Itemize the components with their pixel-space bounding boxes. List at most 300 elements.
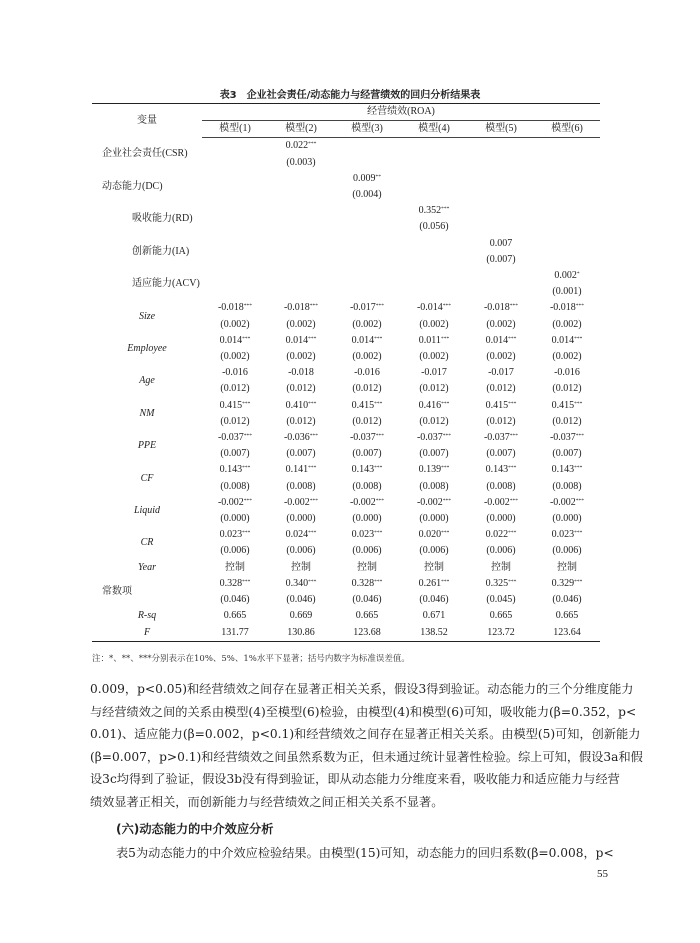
- coef-cell: [534, 560, 600, 576]
- coef-cell: [534, 365, 600, 381]
- se-cell: (0.002): [419, 351, 449, 363]
- coef-value: 0.022: [285, 140, 309, 152]
- significance-stars: ***: [508, 530, 517, 537]
- coef-cell: [268, 138, 334, 155]
- se-cell: (0.002): [220, 318, 250, 330]
- coef-cell: [268, 560, 334, 576]
- se-cell: (0.046): [352, 594, 382, 606]
- coef-cell: [268, 527, 334, 543]
- coef-cell: [202, 462, 268, 478]
- coef-cell: [400, 333, 468, 349]
- se-cell: (0.012): [352, 383, 382, 395]
- row-label: NM: [139, 407, 155, 419]
- significance-stars: ***: [309, 497, 319, 504]
- coef-cell: [268, 365, 334, 381]
- coef-cell: [334, 495, 400, 511]
- table-row: [92, 398, 600, 414]
- coef-cell: [400, 608, 468, 624]
- header-model: 模型(5): [468, 121, 534, 138]
- significance-stars: ***: [441, 400, 450, 407]
- coef-value: 0.665: [489, 610, 513, 622]
- coef-value: 0.329: [551, 577, 575, 589]
- significance-stars: ***: [375, 497, 385, 504]
- row-label: 动态能力(DC): [102, 180, 163, 192]
- coef-cell: [268, 333, 334, 349]
- coef-cell: [334, 560, 400, 576]
- se-cell: (0.002): [286, 351, 316, 363]
- se-cell: (0.007): [419, 448, 449, 460]
- coef-value: 0.002: [554, 270, 577, 282]
- se-cell: [202, 187, 268, 203]
- se-cell: [534, 155, 600, 171]
- se-cell: (0.007): [486, 448, 516, 460]
- paragraph-line: 0.01)、适应能力(β=0.002，p<0.1)和经营绩效之间存在显著正相关关系。由模型(5)可知，创新能力: [90, 727, 641, 741]
- coef-cell: [468, 495, 534, 511]
- se-cell: (0.012): [419, 415, 449, 427]
- header-model: 模型(3): [334, 121, 400, 138]
- significance-stars: ***: [308, 530, 317, 537]
- coef-value: 123.68: [353, 626, 381, 638]
- se-cell: [334, 155, 400, 171]
- se-cell: (0.002): [486, 351, 516, 363]
- significance-stars: ***: [243, 497, 253, 504]
- coef-cell: [268, 203, 334, 219]
- section-heading: (六)动态能力的中介效应分析: [116, 822, 274, 836]
- row-label: F: [92, 625, 202, 642]
- coef-cell: [268, 576, 334, 592]
- significance-stars: ***: [442, 497, 452, 504]
- coef-value: -0.036: [283, 432, 310, 444]
- se-cell: [400, 155, 468, 171]
- table-row: [92, 576, 600, 592]
- table-row: [92, 300, 600, 316]
- coef-cell: [534, 625, 600, 642]
- row-label: Age: [139, 375, 155, 387]
- se-cell: [400, 252, 468, 268]
- se-cell: [400, 187, 468, 203]
- table-row: [92, 560, 600, 576]
- table-row: [92, 625, 600, 642]
- coef-value: 0.141: [285, 464, 309, 476]
- coef-cell: [202, 268, 268, 284]
- coef-value: 0.022: [485, 529, 509, 541]
- coef-cell: [334, 625, 400, 642]
- coef-cell: [534, 495, 600, 511]
- coef-value: 控制: [557, 561, 577, 573]
- se-cell: [202, 219, 268, 235]
- coef-cell: [202, 495, 268, 511]
- paragraph-line: 与经营绩效之间的关系由模型(4)至模型(6)检验，由模型(4)和模型(6)可知，吸收能力(β=0.352，p<: [90, 704, 637, 719]
- se-cell: (0.046): [552, 594, 582, 606]
- significance-stars: ***: [308, 141, 317, 148]
- se-cell: [468, 219, 534, 235]
- se-cell: (0.008): [352, 480, 382, 492]
- coef-cell: [202, 398, 268, 414]
- coef-value: -0.002: [217, 496, 244, 508]
- coef-value: 0.011: [418, 334, 441, 346]
- coef-cell: [268, 495, 334, 511]
- coef-value: 控制: [291, 561, 311, 573]
- significance-stars: ***: [374, 465, 383, 472]
- coef-value: 131.77: [221, 626, 249, 638]
- coef-value: 0.014: [285, 334, 309, 346]
- coef-value: -0.017: [349, 302, 376, 314]
- table-number: 表3: [219, 90, 237, 101]
- coef-value: -0.037: [416, 432, 443, 444]
- coef-cell: [268, 625, 334, 642]
- se-cell: [534, 252, 600, 268]
- coef-value: 0.020: [418, 529, 442, 541]
- se-cell: (0.012): [220, 383, 250, 395]
- se-cell: [268, 252, 334, 268]
- coef-cell: [202, 430, 268, 446]
- coef-cell: [468, 268, 534, 284]
- se-cell: [468, 187, 534, 203]
- coef-value: 0.415: [485, 399, 509, 411]
- coef-cell: [202, 300, 268, 316]
- coef-value: 0.415: [551, 399, 575, 411]
- coef-cell: [534, 333, 600, 349]
- se-cell: (0.046): [286, 594, 316, 606]
- coef-cell: [202, 365, 268, 381]
- se-cell: [268, 284, 334, 300]
- coef-value: -0.002: [483, 496, 510, 508]
- header-model: 模型(2): [268, 121, 334, 138]
- coef-cell: [534, 236, 600, 252]
- coef-value: -0.002: [349, 496, 376, 508]
- coef-value: -0.037: [483, 432, 510, 444]
- coef-cell: [334, 430, 400, 446]
- se-cell: (0.002): [419, 318, 449, 330]
- coef-cell: [534, 527, 600, 543]
- coef-value: -0.002: [416, 496, 443, 508]
- coef-value: 控制: [491, 561, 511, 573]
- row-label: PPE: [137, 440, 157, 452]
- significance-stars: ***: [308, 578, 317, 585]
- table-row: [92, 527, 600, 543]
- row-label: Size: [138, 310, 156, 322]
- row-label: Year: [138, 561, 156, 573]
- coef-cell: [468, 576, 534, 592]
- se-cell: (0.002): [486, 318, 516, 330]
- significance-stars: ***: [242, 400, 251, 407]
- coef-value: -0.016: [554, 367, 580, 379]
- coef-cell: [468, 398, 534, 414]
- coef-value: 0.325: [485, 577, 509, 589]
- row-label: CR: [140, 537, 154, 549]
- coef-cell: [534, 203, 600, 219]
- se-cell: (0.006): [220, 545, 250, 557]
- se-cell: (0.000): [352, 513, 382, 525]
- coef-cell: [468, 333, 534, 349]
- coef-value: 0.023: [551, 529, 575, 541]
- coef-value: 0.143: [485, 464, 509, 476]
- se-cell: (0.008): [486, 480, 516, 492]
- coef-cell: [534, 430, 600, 446]
- coef-cell: [268, 462, 334, 478]
- significance-stars: ***: [574, 530, 583, 537]
- se-cell: (0.012): [220, 415, 250, 427]
- significance-stars: ***: [441, 206, 450, 213]
- se-cell: [534, 187, 600, 203]
- significance-stars: ***: [509, 497, 519, 504]
- coef-value: -0.018: [283, 302, 310, 314]
- significance-stars: ***: [574, 400, 583, 407]
- significance-stars: ***: [575, 433, 585, 440]
- paragraph-line: 表5为动态能力的中介效应检验结果。由模型(15)可知，动态能力的回归系数(β=0.008，p<: [116, 846, 614, 860]
- coef-cell: [400, 268, 468, 284]
- coef-cell: [268, 430, 334, 446]
- se-cell: (0.012): [286, 415, 316, 427]
- coef-value: -0.018: [288, 367, 314, 379]
- coef-cell: [400, 236, 468, 252]
- coef-cell: [202, 138, 268, 155]
- coef-cell: [400, 560, 468, 576]
- coef-cell: [534, 300, 600, 316]
- coef-cell: [400, 300, 468, 316]
- coef-value: -0.037: [549, 432, 576, 444]
- significance-stars: ***: [509, 433, 519, 440]
- coef-value: 0.328: [351, 577, 375, 589]
- se-cell: (0.008): [552, 480, 582, 492]
- coef-cell: [334, 300, 400, 316]
- se-cell: (0.045): [486, 594, 516, 606]
- significance-stars: ***: [509, 303, 519, 310]
- se-cell: (0.056): [419, 221, 449, 233]
- coef-cell: [534, 398, 600, 414]
- coef-cell: [534, 138, 600, 155]
- coef-cell: [202, 333, 268, 349]
- coef-value: -0.018: [483, 302, 510, 314]
- coef-value: -0.017: [488, 367, 514, 379]
- table-row: [92, 430, 600, 446]
- coef-cell: [468, 625, 534, 642]
- se-cell: (0.012): [419, 383, 449, 395]
- se-cell: (0.007): [286, 448, 316, 460]
- se-cell: (0.046): [419, 594, 449, 606]
- coef-value: 0.143: [351, 464, 375, 476]
- row-label: Liquid: [133, 504, 161, 516]
- se-cell: [268, 187, 334, 203]
- table-row: [92, 171, 600, 187]
- significance-stars: ***: [441, 578, 450, 585]
- coef-cell: [534, 171, 600, 187]
- coef-value: 控制: [225, 561, 245, 573]
- coef-cell: [334, 171, 400, 187]
- coef-value: 0.340: [285, 577, 309, 589]
- significance-stars: ***: [308, 335, 317, 342]
- coef-cell: [202, 236, 268, 252]
- coef-cell: [202, 625, 268, 642]
- coef-cell: [400, 576, 468, 592]
- paragraph-line: 0.009，p<0.05)和经营绩效之间存在显著正相关关系，假设3得到验证。动态能力的三个分维度能力: [90, 682, 634, 696]
- coef-cell: [400, 495, 468, 511]
- significance-stars: ***: [508, 400, 517, 407]
- header-model: 模型(6): [534, 121, 600, 138]
- coef-value: 0.665: [555, 610, 579, 622]
- coef-cell: [468, 300, 534, 316]
- significance-stars: ***: [308, 400, 317, 407]
- se-cell: (0.007): [486, 253, 516, 265]
- row-label: 适应能力(ACV): [132, 278, 200, 290]
- coef-cell: [468, 203, 534, 219]
- coef-cell: [202, 527, 268, 543]
- significance-stars: ***: [508, 578, 517, 585]
- header-model: 模型(4): [400, 121, 468, 138]
- coef-cell: [202, 203, 268, 219]
- table-row: [92, 495, 600, 511]
- coef-value: 0.023: [219, 529, 243, 541]
- coef-cell: [334, 527, 400, 543]
- header-dependent: 经营绩效(ROA): [202, 104, 600, 121]
- coef-value: 0.014: [351, 334, 375, 346]
- coef-cell: [468, 138, 534, 155]
- coef-cell: [268, 398, 334, 414]
- coef-value: 控制: [357, 561, 377, 573]
- table-row: [92, 203, 600, 219]
- coef-cell: [400, 625, 468, 642]
- coef-cell: [334, 203, 400, 219]
- coef-cell: [202, 171, 268, 187]
- se-cell: (0.000): [419, 513, 449, 525]
- table-row: [92, 268, 600, 284]
- significance-stars: ***: [375, 433, 385, 440]
- body-paragraph: [90, 842, 614, 865]
- table-row: [92, 462, 600, 478]
- coef-value: -0.002: [283, 496, 310, 508]
- significance-stars: ***: [574, 578, 583, 585]
- coef-cell: [334, 608, 400, 624]
- coef-cell: [334, 138, 400, 155]
- se-cell: [534, 219, 600, 235]
- significance-stars: ***: [243, 303, 253, 310]
- coef-cell: [400, 398, 468, 414]
- se-cell: (0.012): [486, 383, 516, 395]
- se-cell: (0.002): [552, 318, 582, 330]
- coef-value: 0.139: [418, 464, 442, 476]
- coef-cell: [468, 560, 534, 576]
- coef-value: 0.023: [351, 529, 375, 541]
- significance-stars: ***: [243, 433, 253, 440]
- se-cell: (0.002): [220, 351, 250, 363]
- coef-cell: [400, 430, 468, 446]
- se-cell: (0.006): [419, 545, 449, 557]
- significance-stars: ***: [309, 433, 319, 440]
- coef-cell: [468, 608, 534, 624]
- se-cell: (0.006): [486, 545, 516, 557]
- se-cell: (0.003): [286, 156, 316, 168]
- row-label: R-sq: [137, 610, 157, 622]
- coef-value: 123.64: [553, 626, 581, 638]
- coef-cell: [534, 462, 600, 478]
- se-cell: (0.006): [352, 545, 382, 557]
- coef-cell: [202, 576, 268, 592]
- header-model: 模型(1): [202, 121, 268, 138]
- se-cell: (0.006): [552, 545, 582, 557]
- significance-stars: ***: [575, 497, 585, 504]
- coef-value: 0.416: [418, 399, 442, 411]
- se-cell: [202, 284, 268, 300]
- coef-value: 0.415: [219, 399, 243, 411]
- coef-cell: [468, 365, 534, 381]
- coef-cell: [400, 527, 468, 543]
- paragraph-line: 绩效显著正相关，而创新能力与经营绩效之间正相关关系不显著。: [90, 794, 444, 809]
- coef-cell: [334, 398, 400, 414]
- significance-stars: ***: [574, 465, 583, 472]
- significance-stars: ***: [442, 433, 452, 440]
- significance-stars: **: [375, 173, 381, 180]
- row-label: 企业社会责任(CSR): [102, 148, 188, 160]
- significance-stars: ***: [374, 530, 383, 537]
- row-label: 常数项: [102, 585, 132, 597]
- se-cell: (0.002): [352, 351, 382, 363]
- coef-value: -0.017: [421, 367, 447, 379]
- coef-cell: [468, 430, 534, 446]
- coef-value: 0.352: [418, 205, 442, 217]
- coef-value: 138.52: [420, 626, 448, 638]
- significance-stars: ***: [309, 303, 319, 310]
- coef-value: 0.143: [219, 464, 243, 476]
- coef-cell: [334, 365, 400, 381]
- coef-cell: [468, 236, 534, 252]
- coef-cell: [400, 203, 468, 219]
- header-variable: 变量: [92, 104, 202, 138]
- coef-value: 0.665: [355, 610, 379, 622]
- coef-cell: [268, 300, 334, 316]
- se-cell: [334, 284, 400, 300]
- coef-cell: [468, 462, 534, 478]
- se-cell: (0.001): [552, 286, 582, 298]
- se-cell: (0.004): [352, 189, 382, 201]
- significance-stars: ***: [308, 465, 317, 472]
- significance-stars: ***: [574, 335, 583, 342]
- se-cell: [334, 252, 400, 268]
- coef-value: 0.671: [422, 610, 446, 622]
- coef-cell: [400, 171, 468, 187]
- table-title: 企业社会责任/动态能力与经营绩效的回归分析结果表: [246, 90, 481, 101]
- coef-value: 0.014: [485, 334, 509, 346]
- coef-value: 0.014: [551, 334, 575, 346]
- se-cell: [334, 219, 400, 235]
- coef-cell: [400, 138, 468, 155]
- se-cell: (0.008): [419, 480, 449, 492]
- coef-cell: [202, 560, 268, 576]
- table-row: [92, 608, 600, 624]
- coef-cell: [268, 268, 334, 284]
- coef-value: 0.410: [285, 399, 309, 411]
- se-cell: (0.008): [220, 480, 250, 492]
- row-label: 吸收能力(RD): [132, 213, 193, 225]
- significance-stars: ***: [242, 335, 251, 342]
- coef-cell: [334, 576, 400, 592]
- coef-cell: [268, 236, 334, 252]
- significance-stars: ***: [375, 303, 385, 310]
- coef-value: -0.016: [354, 367, 380, 379]
- se-cell: (0.006): [286, 545, 316, 557]
- significance-stars: ***: [442, 303, 452, 310]
- se-cell: (0.012): [286, 383, 316, 395]
- se-cell: (0.007): [352, 448, 382, 460]
- coef-cell: [534, 268, 600, 284]
- coef-value: 130.86: [287, 626, 315, 638]
- significance-stars: ***: [441, 465, 450, 472]
- se-cell: (0.000): [552, 513, 582, 525]
- significance-stars: *: [576, 271, 580, 278]
- coef-value: 0.143: [551, 464, 575, 476]
- se-cell: (0.002): [286, 318, 316, 330]
- se-cell: [202, 252, 268, 268]
- coef-cell: [534, 576, 600, 592]
